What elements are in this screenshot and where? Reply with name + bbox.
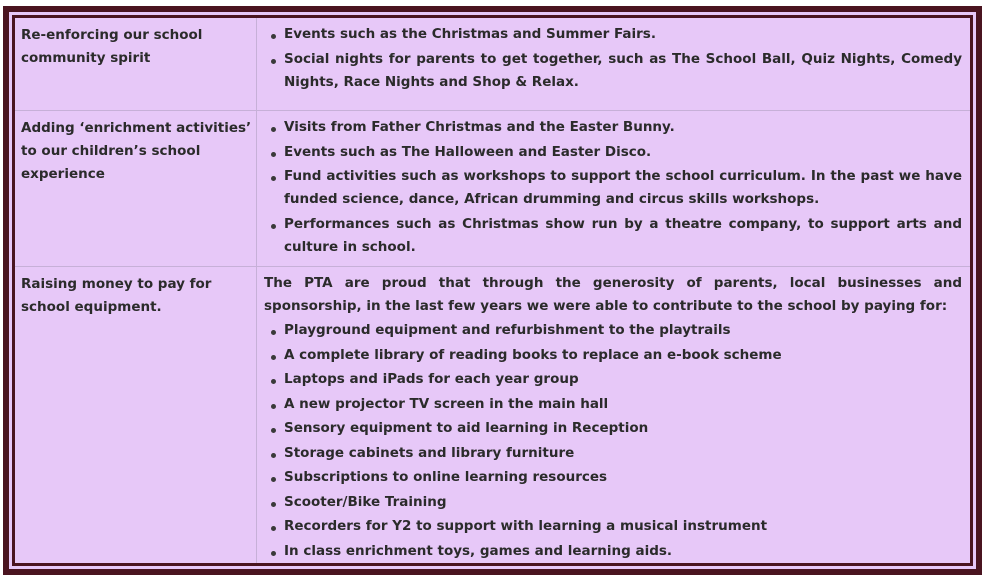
list-item: In class enrichment toys, games and learning aids. (264, 540, 962, 563)
list-item: A complete library of reading books to replace an e-book scheme (264, 344, 962, 367)
row-content (257, 18, 970, 110)
table-row-enrichment (15, 110, 970, 266)
table-row-community-spirit (15, 18, 970, 110)
bullet-list (264, 116, 962, 259)
row-content (257, 267, 970, 563)
row-content (257, 111, 970, 266)
row-heading: Re-enforcing our school community spirit (15, 18, 257, 110)
list-item: A new projector TV screen in the main hall (264, 393, 962, 416)
list-item: Laptops and iPads for each year group (264, 368, 962, 391)
list-item: Fund activities such as workshops to support the school curriculum. In the past we have funded science, dance, African drumming and circus skills workshops. (264, 165, 962, 211)
list-item: Playground equipment and refurbishment to the playtrails (264, 319, 962, 342)
table-row-equipment (15, 266, 970, 563)
row-intro-text: The PTA are proud that through the generosity of parents, local businesses and sponsorship, in the last few years we were able to contribute to the school by paying for: (264, 275, 962, 314)
list-item: Scooter/Bike Training (264, 491, 962, 514)
list-item: Storage cabinets and library furniture (264, 442, 962, 465)
list-item: Events such as The Halloween and Easter Disco. (264, 141, 962, 164)
table-outer-border (3, 6, 982, 575)
bullet-list (264, 319, 962, 563)
bullet-list (264, 23, 962, 94)
list-item: Recorders for Y2 to support with learning a musical instrument (264, 515, 962, 538)
list-item: Subscriptions to online learning resources (264, 466, 962, 489)
list-item: Visits from Father Christmas and the Easter Bunny. (264, 116, 962, 139)
list-item: Performances such as Christmas show run by a theatre company, to support arts and culture in school. (264, 213, 962, 259)
list-item: Social nights for parents to get together, such as The School Ball, Quiz Nights, Comedy Nights, Race Nights and Shop & Relax. (264, 48, 962, 94)
row-heading: Raising money to pay for school equipment. (15, 267, 257, 563)
list-item: Sensory equipment to aid learning in Reception (264, 417, 962, 440)
list-item: Events such as the Christmas and Summer Fairs. (264, 23, 962, 46)
row-heading: Adding ‘enrichment activities’ to our children’s school experience (15, 111, 257, 266)
pta-activities-table (12, 15, 973, 566)
